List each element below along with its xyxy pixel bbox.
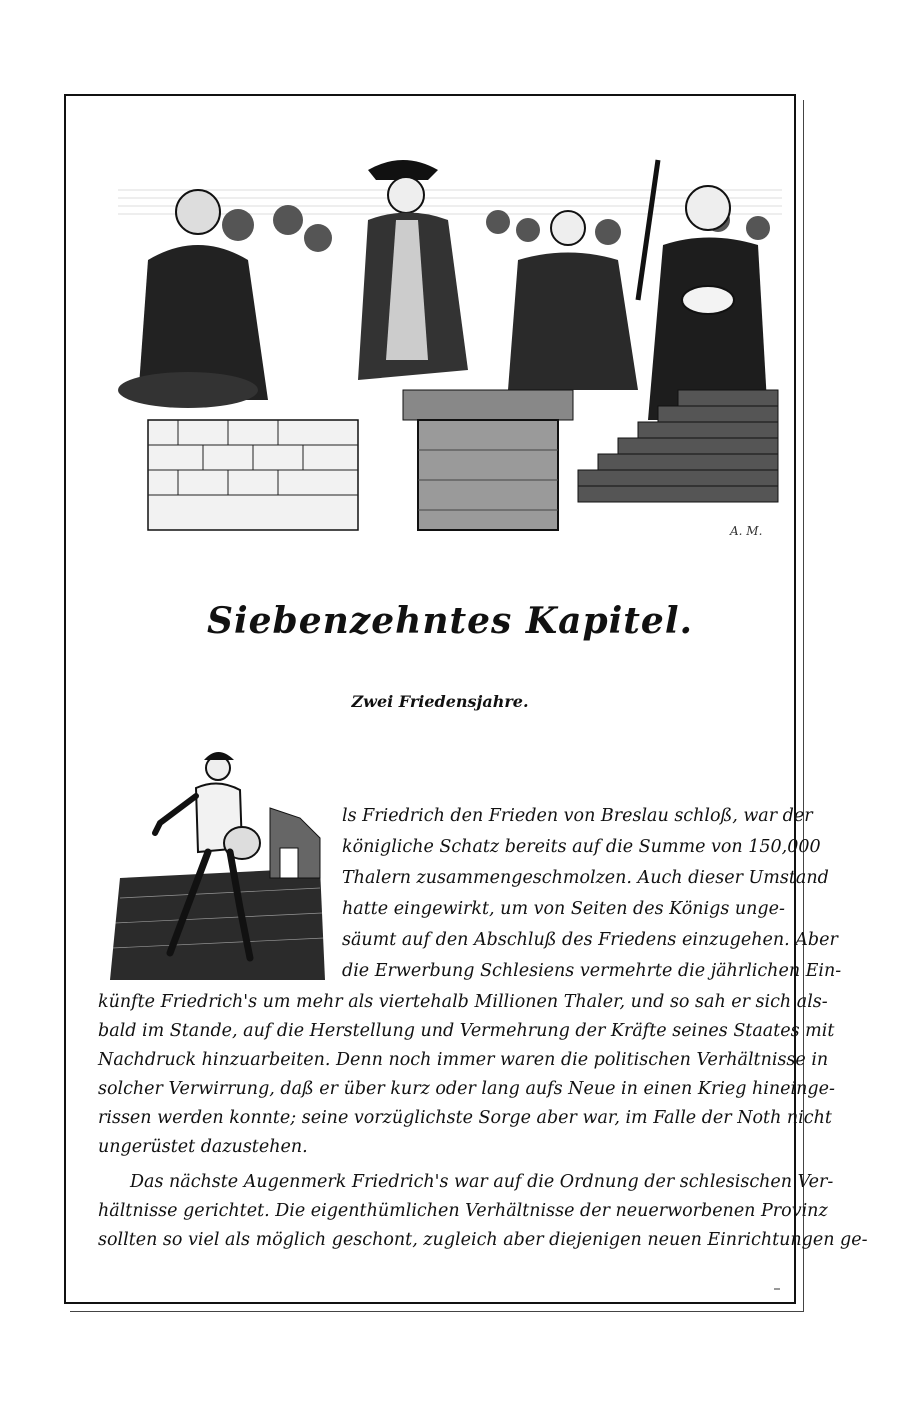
body-line: königliche Schatz bereits auf die Summe von 150,000 [342, 837, 821, 857]
body-line: die Erwerbung Schlesiens vermehrte die jährlichen Ein- [342, 961, 842, 981]
illustrator-signature: A. M. [730, 524, 763, 538]
body-line: sollten so viel als möglich geschont, zugleich aber diejenigen neuen Einrichtungen ge- [98, 1230, 868, 1250]
body-line: Nachdruck hinzuarbeiten. Denn noch immer waren die politischen Verhältnisse in [98, 1050, 829, 1070]
body-line: hatte eingewirkt, um von Seiten des Königs unge- [342, 899, 785, 919]
header-illustration [118, 150, 782, 542]
body-line: solcher Verwirrung, daß er über kurz oder lang aufs Neue in einen Krieg hineinge- [98, 1079, 835, 1099]
body-line: bald im Stande, auf die Herstellung und Vermehrung der Kräfte seines Staates mit [98, 1021, 835, 1041]
chapter-title: Siebenzehntes Kapitel. [206, 600, 694, 642]
body-line: Thalern zusammengeschmolzen. Auch dieser Umstand [342, 868, 829, 888]
body-line: ungerüstet dazustehen. [98, 1137, 308, 1157]
chapter-subtitle: Zwei Friedensjahre. [351, 692, 529, 711]
page-mark [774, 1288, 780, 1290]
body-line: säumt auf den Abschluß des Friedens einzugehen. Aber [342, 930, 838, 950]
body-line: Das nächste Augenmerk Friedrich's war auf die Ordnung der schlesischen Ver- [130, 1172, 834, 1192]
initial-letter: A [310, 768, 311, 769]
body-line: hältnisse gerichtet. Die eigenthümlichen Verhältnisse der neuerworbenen Provinz [98, 1201, 828, 1221]
body-line: künfte Friedrich's um mehr als viertehalb Millionen Thaler, und so sah er sich als- [98, 992, 828, 1012]
sower-illustration [100, 748, 330, 980]
body-line: ls Friedrich den Frieden von Breslau schloß, war der [342, 806, 813, 826]
body-line: rissen werden konnte; seine vorzüglichste Sorge aber war, im Falle der Noth nicht [98, 1108, 832, 1128]
